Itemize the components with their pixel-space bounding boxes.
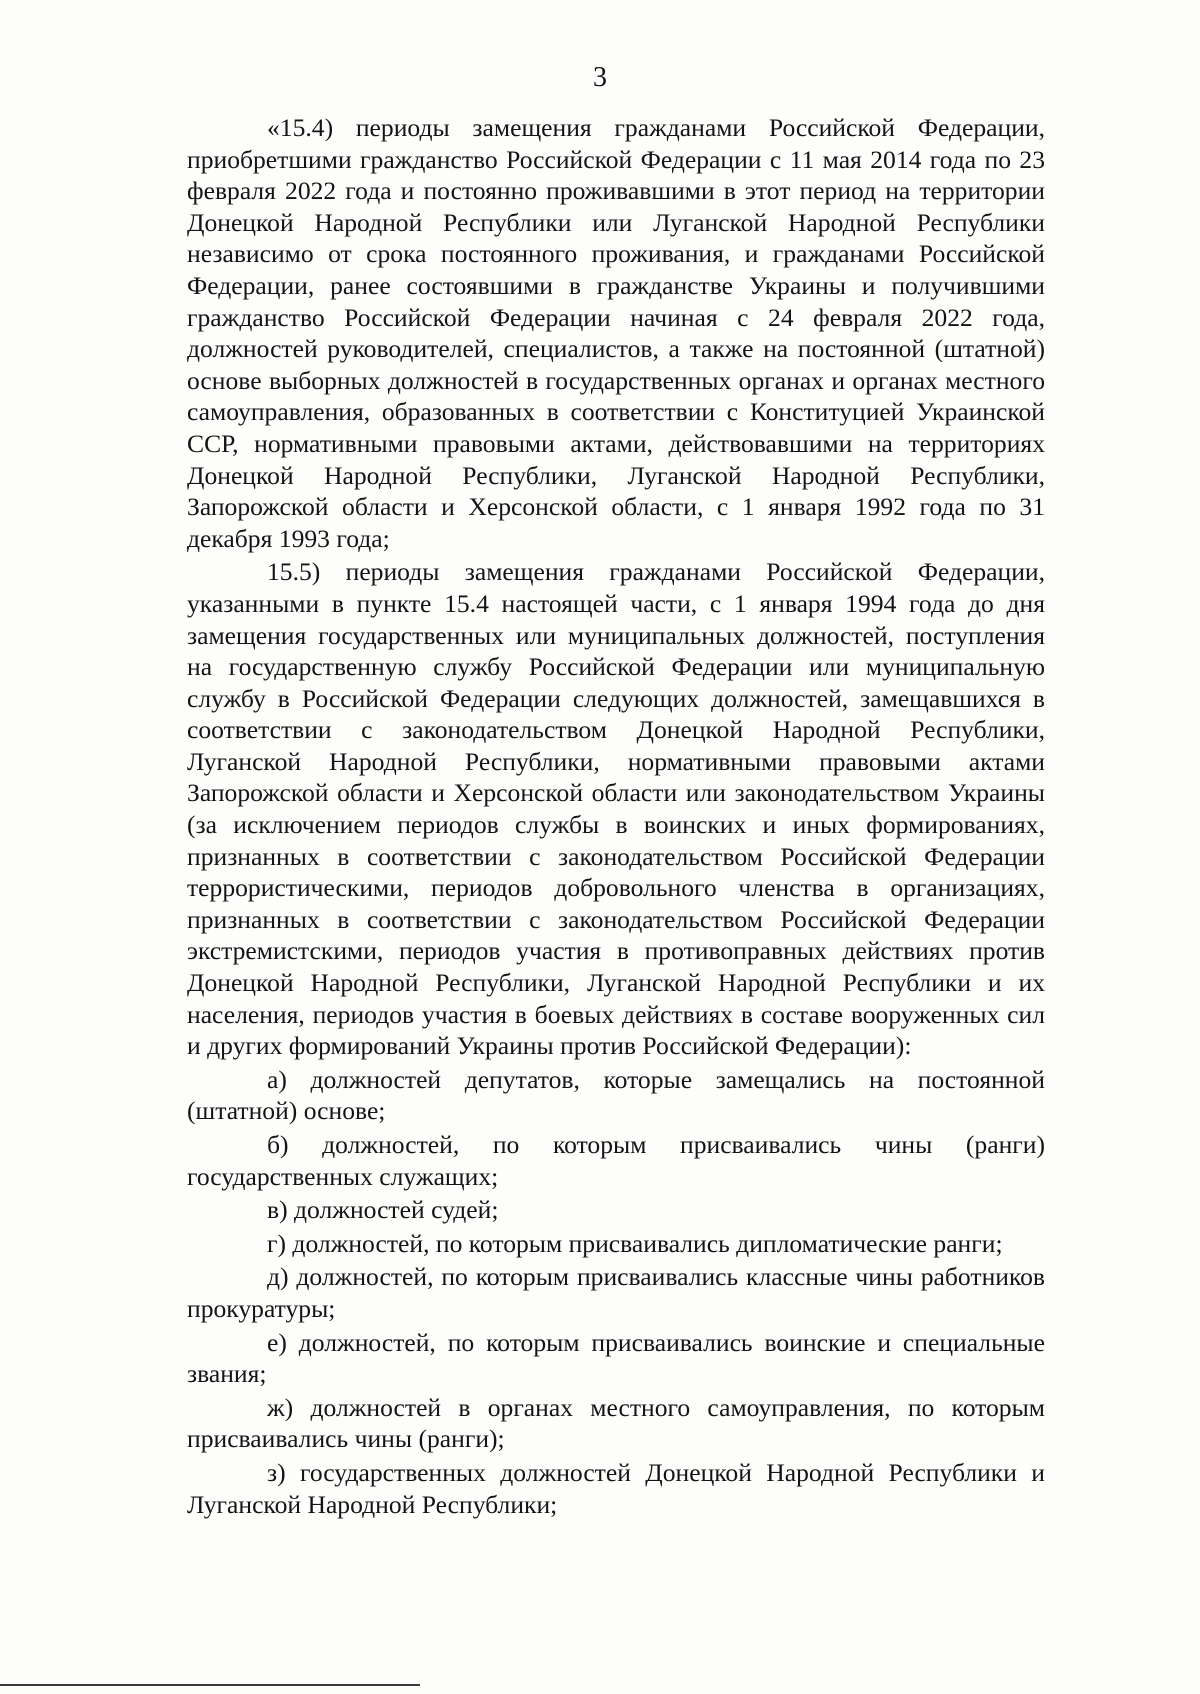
list-item-zh: ж) должностей в органах местного самоуправления, по которым присваивались чины (ранги); xyxy=(187,1392,1045,1454)
page-number: 3 xyxy=(593,62,607,93)
list-item-v: в) должностей судей; xyxy=(267,1195,499,1225)
paragraph-15-5: 15.5) периоды замещения гражданами Российской Федерации, указанными в пункте 15.4 настоящей части, с 1 января 1994 года до дня замещения государственных или муниципальных должностей, поступления на государственную службу Российской Федерации или муниципальную службу в Российской Федерации следующих должностей, замещавшихся в соответствии с законодательством Донецкой Народной Республики, Луганской Народной Республики, нормативными правовыми актами Запорожской области и Херсонской области или законодательством Украины (за исключением периодов службы в воинских и иных формированиях, признанных в соответствии с законодательством Российской Федерации террористическими, периодов добровольного членства в организациях, признанных в соответствии с законодательством Российской Федерации экстремистскими, периодов участия в противоправных действиях против Донецкой Народной Республики, Луганской Народной Республики и их населения, периодов участия в боевых действиях в составе вооруженных сил и других формирований Украины против Российской Федерации): xyxy=(187,557,1045,1061)
list-item-g: г) должностей, по которым присваивались дипломатические ранги; xyxy=(267,1228,1003,1258)
list-item-z: з) государственных должностей Донецкой Народной Республики и Луганской Народной Республики; xyxy=(187,1457,1045,1519)
list-item-e: е) должностей, по которым присваивались воинские и специальные звания; xyxy=(187,1327,1045,1389)
list-item-a: а) должностей депутатов, которые замещались на постоянной (штатной) основе; xyxy=(187,1064,1045,1126)
paragraph-15-4: «15.4) периоды замещения гражданами Российской Федерации, приобретшими гражданство Российской Федерации с 11 мая 2014 года по 23 февраля 2022 года и постоянно проживавшими в этот период на территории Донецкой Народной Республики или Луганской Народной Республики независимо от срока постоянного проживания, и гражданами Российской Федерации, ранее состоявшими в гражданстве Украины и получившими гражданство Российской Федерации начиная с 24 февраля 2022 года, должностей руководителей, специалистов, а также на постоянной (штатной) основе выборных должностей в государственных органах и органах местного самоуправления, образованных в соответствии с Конституцией Украинской ССР, нормативными правовыми актами, действовавшими на территориях Донецкой Народной Республики, Луганской Народной Республики, Запорожской области и Херсонской области, с 1 января 1992 года по 31 декабря 1993 года; xyxy=(187,113,1045,553)
list-item-b: б) должностей, по которым присваивались чины (ранги) государственных служащих; xyxy=(187,1130,1045,1191)
list-item-d: д) должностей, по которым присваивались классные чины работников прокуратуры; xyxy=(187,1262,1045,1323)
document-body xyxy=(187,112,1045,1522)
scan-edge-line xyxy=(0,1684,420,1686)
